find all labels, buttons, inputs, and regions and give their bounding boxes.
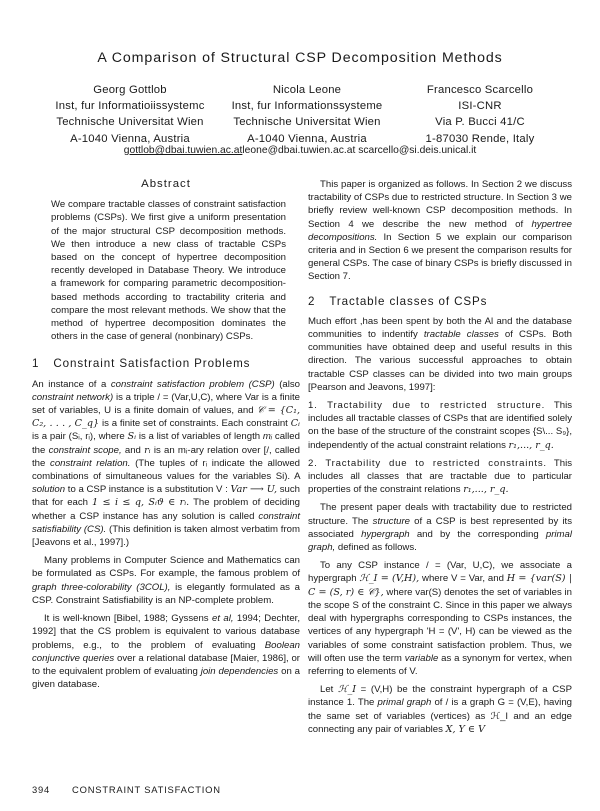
author-affiliation: Via P. Bucci 41/C <box>435 116 525 129</box>
author-affiliation: Inst, fur Informatioiissystemc <box>55 100 205 113</box>
paragraph-csp-problems: Many problems in Computer Science and Mathematics can be formulated as CSPs. For example, the famous problem of graph three-colorability (3COL), is elegantly formulated as a CSP. Constraint Satisfiability is an NP-complete problem. <box>32 555 301 606</box>
author-emails <box>0 145 600 156</box>
author-name: Francesco Scarcello <box>426 84 534 96</box>
left-column <box>32 178 300 696</box>
email-scarcello: scarcello@si.deis.unical.it <box>358 145 477 156</box>
author-affiliation: Technische Universitat Wien <box>233 116 381 129</box>
author-block-2 <box>212 82 402 147</box>
running-footer: CONSTRAINT SATISFACTION <box>72 784 221 795</box>
paragraph-much-effort: Much effort ,has been spent by both the Al and the database communities to indentify tractable classes of CSPs. Both communities have obtained deep and useful results in this direction. The various successful approaches to obtain tractable CSP classes can be divided into two main groups [Pearson and Jeavons, 1997]: <box>308 315 573 393</box>
paragraph-organization: This paper is organized as follows. In Section 2 we discuss tractability of CSPs due to restricted structure. In Section 3 we briefly review well-known CSP decomposition methods. In Section 4 we describe the new method of hypertree decompositions. In Section 5 we explain our comparison criteria and in Section 6 we present the comparison results for general CSPs. The case of binary CSPs is briefly discussed in Section 7. <box>308 179 573 283</box>
author-name: Nicola Leone <box>272 84 342 96</box>
author-affiliation: ISI-CNR <box>458 100 502 113</box>
paragraph-csp-definition: An instance of a constraint satisfaction problem (CSP) (also constraint network) is a triple / = (Var,U,C), where Var is a finite set of variables, U is a finite domain of values, and 𝒞 = {C₁, C₂, . . . , C_q} is a finite set of constraints. Each constraint Cᵢ is a pair (Sᵢ, rᵢ), where Sᵢ is a list of variables of length mᵢ called the constraint scope, and rᵢ is an mᵢ-ary relation over [/, called the constraint relation. (The tuples of rᵢ indicate the allowed combinations of simultaneous values for the variables Si). A solution to a CSP instance is a substitution V : Var ⟶ U, such that for each 1 ≤ i ≤ q, Sᵢϑ ∈ rᵢ. The problem of deciding whether a CSP instance has any solution is called constraint satisfiability (CS). (This definition is taken almost verbatim from [Jeavons et al., 1997].) <box>32 378 301 549</box>
author-address: A-1040 Vienna, Austria <box>247 132 367 145</box>
section-2-heading: 2 Tractable classes of CSPs <box>308 294 488 308</box>
abstract-heading: Abstract <box>141 178 191 190</box>
list-item-restricted-structure: 1. Tractability due to restricted structure. This includes all tractable classes of CSPs that are identified solely on the base of the structure of the constraint scopes {S\... S₉}, independently of the actual constraint relations r₁,..., r_q. <box>308 400 572 451</box>
email-link-gottlob[interactable]: gottlob@dbai.tuwien.ac.at <box>123 145 243 156</box>
email-leone: leone@dbai.tuwien.ac.at <box>242 145 356 156</box>
author-affiliation: Inst, fur Informationssysteme <box>231 100 383 113</box>
author-block-1 <box>30 82 230 147</box>
list-item-restricted-constraints: 2. Tractability due to restricted constraints. This includes all classes that are tractable due to particular properties of the constraint relations r₁,..., r_q. <box>308 457 572 496</box>
paper-title: A Comparison of Structural CSP Decomposition Methods <box>97 50 503 66</box>
author-address: A-1040 Vienna, Austria <box>70 132 190 145</box>
paragraph-database-equivalence: It is well-known [Bibel, 1988; Gyssens et al, 1994; Dechter, 1992] that the CS problem is equivalent to various database problems, e.g., to the problem of evaluating Boolean conjunctive queries over a relational database [Maier, 1986], or to the equivalent problem of evaluating join dependencies on a given database. <box>32 613 301 691</box>
section-1-heading: 1 Constraint Satisfaction Problems <box>32 357 251 371</box>
author-affiliation: Technische Universitat Wien <box>56 116 204 129</box>
abstract-text: We compare tractable classes of constraint satisfaction problems (CSPs). We first give a uniform presentation of the major structural CSP decomposition methods. We then introduce a new class of tractable CSPs based on the concept of hypertree decomposition recently developed in Database Theory. We introduce a framework for comparing parametric decomposition-based methods according to tractability criteria and compare the most relevant methods. We show that the method of hypertree decomposition dominates the others in the case of general (nonbinary) CSPs. <box>51 199 286 343</box>
page-footer <box>32 784 221 795</box>
author-block-3 <box>385 82 575 147</box>
paragraph-hypergraph-definition: To any CSP instance / = (Var, U,C), we associate a hypergraph ℋ_I = (V,H), where V = Var, and H = {var(S) | C = (S, r) ∈ 𝒞}, where var(S) denotes the set of variables in the scope S of the constraint C. Since in this paper we always deal with hypergraphs corresponding to CSPs instances, the vertices of any hypergraph 'H = (V', H) can be viewed as the variables of some constraint satisfaction problem. Thus, we will often use the term variable as a synonym for vertex, when referring to elements of V. <box>308 560 573 677</box>
author-address: 1-87030 Rende, Italy <box>425 132 535 145</box>
author-name: Georg Gottlob <box>93 84 167 96</box>
paragraph-present-paper: The present paper deals with tractability due to restricted structure. The structure of a CSP is best represented by its associated hypergraph and by the corresponding primal graph, defined as follows. <box>308 502 573 554</box>
right-column <box>308 178 572 741</box>
page-number: 394 <box>32 784 51 795</box>
paragraph-primal-graph: Let ℋ_I = (V,H) be the constraint hypergraph of a CSP instance 1. The primal graph of / is a graph G = (V,E), having the same set of variables (vertices) as ℋ_I and an edge connecting any pair of variables X, Y ∈ V <box>308 684 572 735</box>
